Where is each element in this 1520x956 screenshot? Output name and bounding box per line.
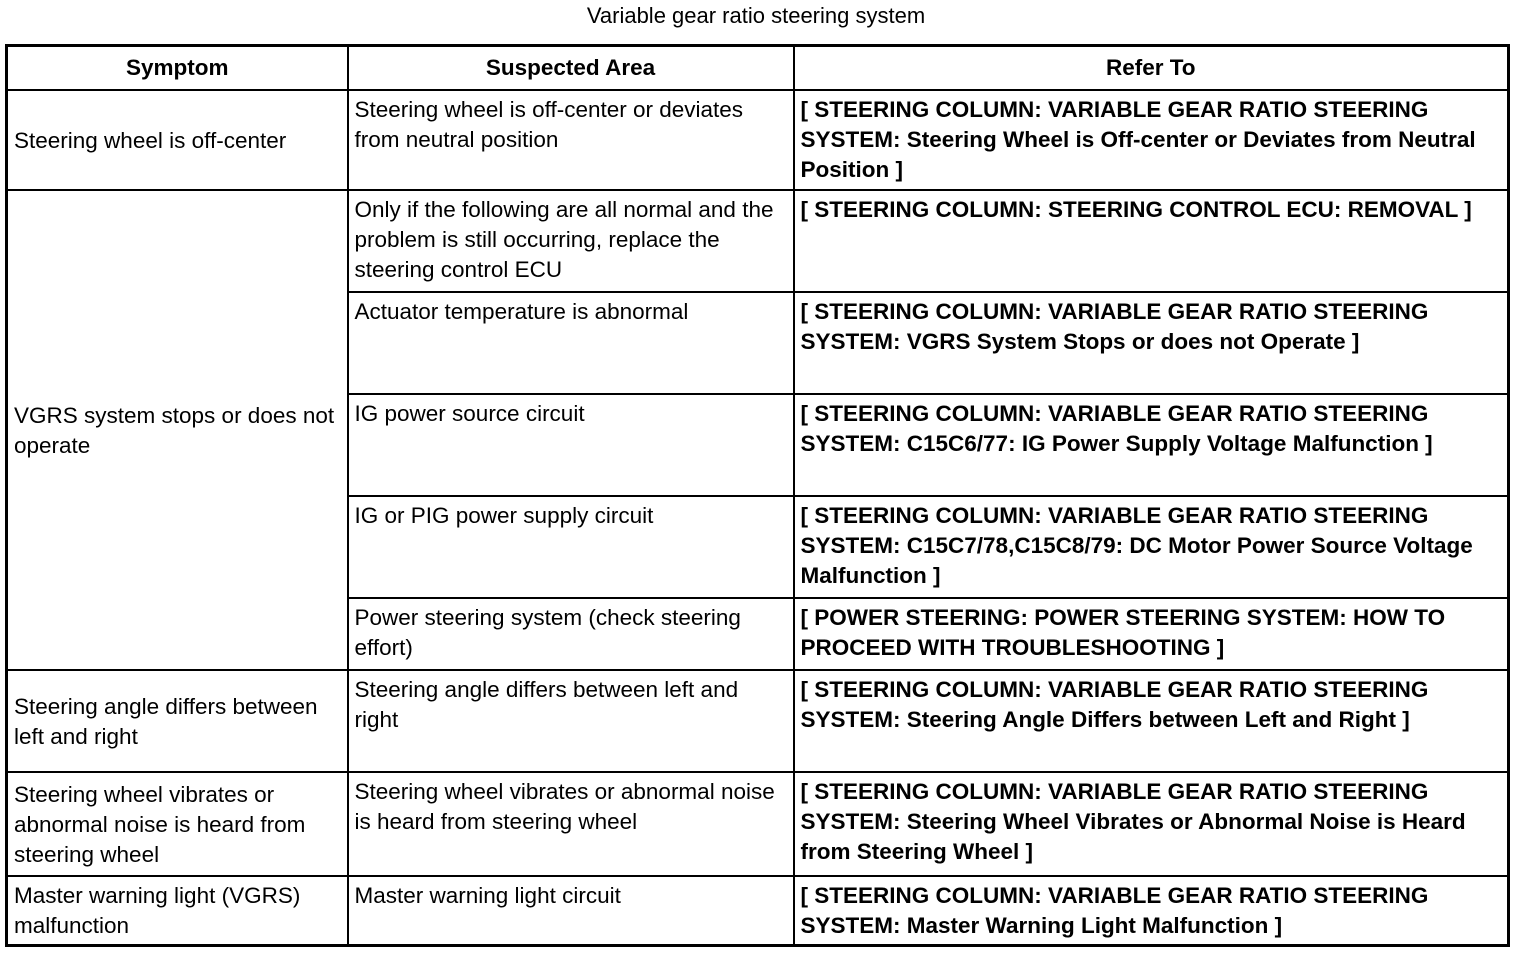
document-title: Variable gear ratio steering system [586,3,926,28]
symptom-cell: Steering wheel vibrates or abnormal noise is heard from steering wheel [7,772,348,876]
refer-to-link[interactable]: [ STEERING COLUMN: VARIABLE GEAR RATIO STEERING SYSTEM: Master Warning Light Malfunction ] [794,876,1509,946]
refer-to-link[interactable]: [ STEERING COLUMN: VARIABLE GEAR RATIO STEERING SYSTEM: Steering Wheel is Off-center or Deviates from Neutral Position ] [794,90,1509,190]
suspected-area-cell: IG power source circuit [348,394,794,496]
refer-to-link[interactable]: [ STEERING COLUMN: VARIABLE GEAR RATIO STEERING SYSTEM: C15C7/78,C15C8/79: DC Motor Power Source Voltage Malfunction ] [794,496,1509,598]
suspected-area-cell: Only if the following are all normal and the problem is still occurring, replace the steering control ECU [348,190,794,292]
symptom-cell: Steering wheel is off-center [7,90,348,190]
table-row [7,190,1509,292]
refer-to-link[interactable]: [ STEERING COLUMN: VARIABLE GEAR RATIO STEERING SYSTEM: Steering Wheel Vibrates or Abnormal Noise is Heard from Steering Wheel ] [794,772,1509,876]
suspected-area-cell: Actuator temperature is abnormal [348,292,794,394]
refer-to-link[interactable]: [ STEERING COLUMN: VARIABLE GEAR RATIO STEERING SYSTEM: VGRS System Stops or does not Operate ] [794,292,1509,394]
troubleshooting-table [5,44,1510,947]
symptom-cell: VGRS system stops or does not operate [7,190,348,670]
symptom-cell: Steering angle differs between left and right [7,670,348,772]
refer-to-link[interactable]: [ STEERING COLUMN: STEERING CONTROL ECU: REMOVAL ] [794,190,1509,292]
symptom-cell: Master warning light (VGRS) malfunction [7,876,348,946]
table-row [7,772,1509,876]
refer-to-link[interactable]: [ STEERING COLUMN: VARIABLE GEAR RATIO STEERING SYSTEM: C15C6/77: IG Power Supply Voltage Malfunction ] [794,394,1509,496]
refer-to-link[interactable]: [ STEERING COLUMN: VARIABLE GEAR RATIO STEERING SYSTEM: Steering Angle Differs between Left and Right ] [794,670,1509,772]
header-refer-to: Refer To [794,46,1509,90]
table-row [7,876,1509,946]
suspected-area-cell: IG or PIG power supply circuit [348,496,794,598]
suspected-area-cell: Master warning light circuit [348,876,794,946]
header-row [7,46,1509,90]
header-symptom: Symptom [7,46,348,90]
table-row [7,670,1509,772]
header-suspected-area: Suspected Area [348,46,794,90]
suspected-area-cell: Steering angle differs between left and right [348,670,794,772]
table-row [7,90,1509,190]
suspected-area-cell: Steering wheel vibrates or abnormal noise is heard from steering wheel [348,772,794,876]
suspected-area-cell: Power steering system (check steering effort) [348,598,794,670]
suspected-area-cell: Steering wheel is off-center or deviates from neutral position [348,90,794,190]
refer-to-link[interactable]: [ POWER STEERING: POWER STEERING SYSTEM: HOW TO PROCEED WITH TROUBLESHOOTING ] [794,598,1509,670]
